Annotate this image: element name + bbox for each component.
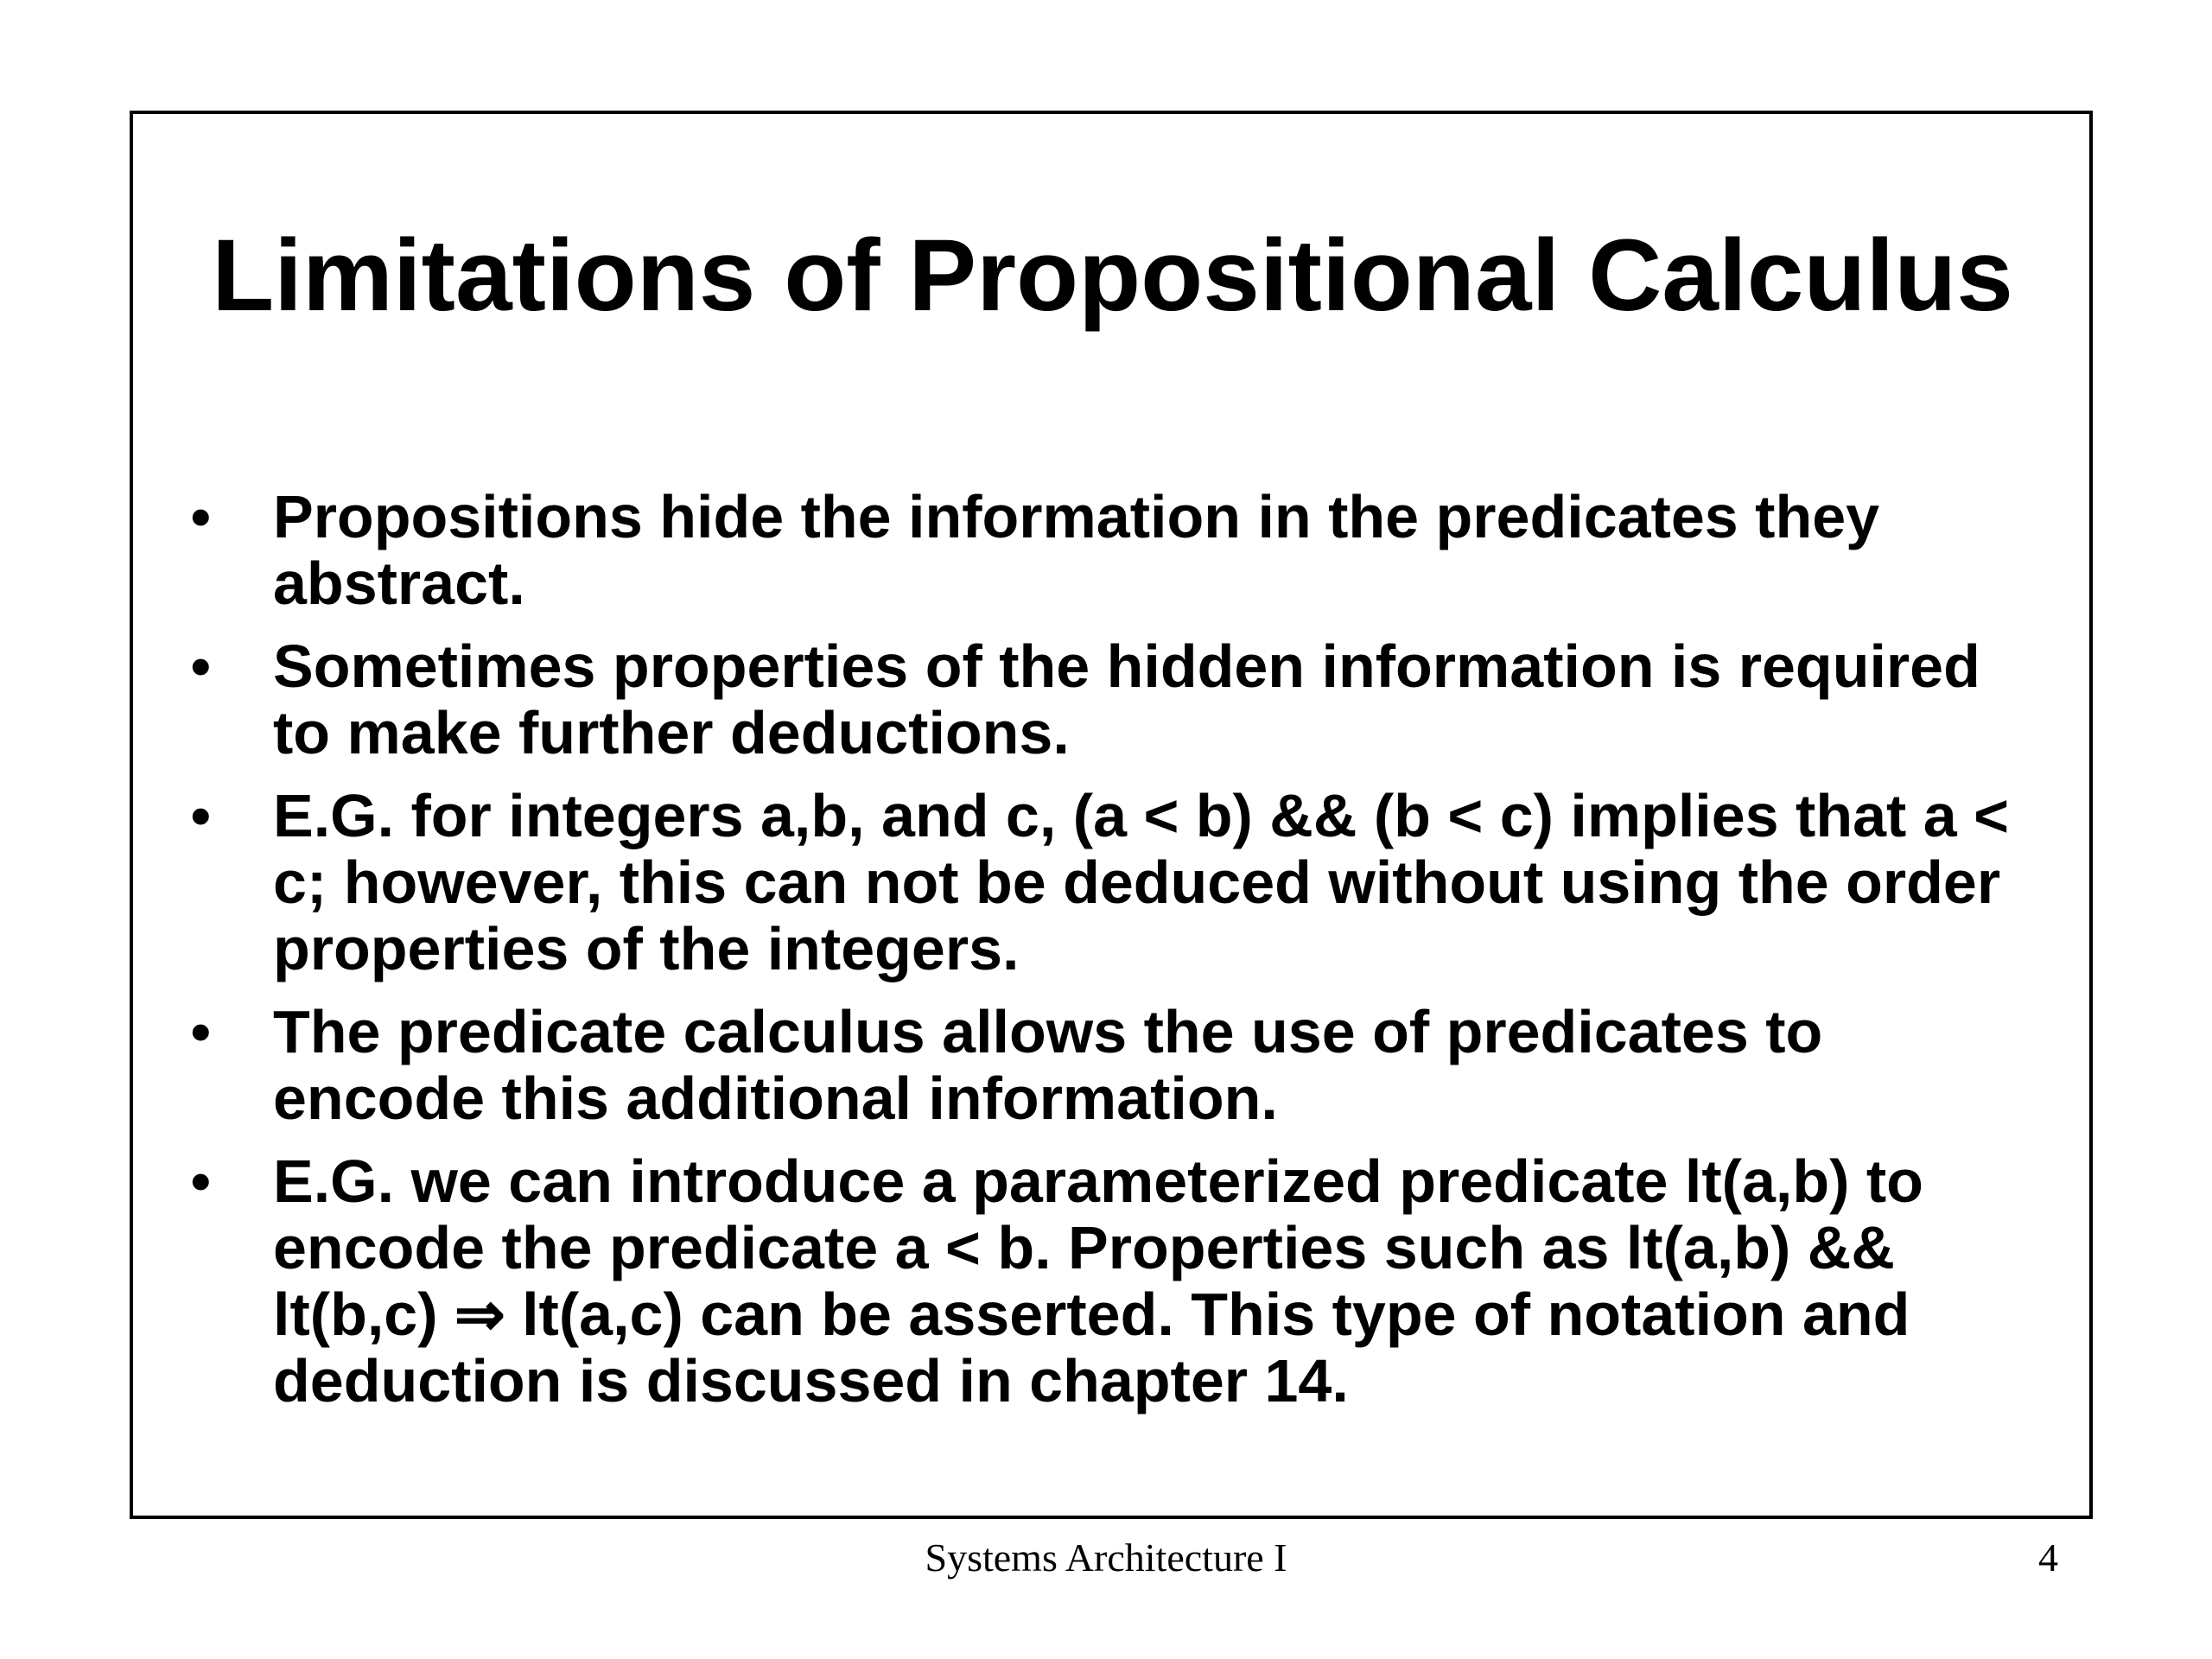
bullet-text: Propositions hide the information in the predicates they abstract.: [273, 483, 1880, 617]
bullet-text: E.G. for integers a,b, and c, (a < b) && (b < c) implies that a < c; however, this can not be deduced without using the order properties of the integers.: [273, 782, 2010, 982]
bullet-marker: •: [190, 1147, 212, 1215]
bullet-text: E.G. we can introduce a parameterized predicate lt(a,b) to encode the predicate a < b. Properties such as lt(a,b) && lt(b,c) ⇒ lt(a,c) can be asserted. This type of notation and deduction is discussed in chapter 14.: [273, 1147, 1923, 1414]
bullet-list: [181, 484, 2039, 1431]
bullet-marker: •: [190, 483, 212, 550]
bullet-item: [181, 783, 2039, 982]
footer-page-number: 4: [2038, 1535, 2058, 1580]
bullet-marker: •: [190, 998, 212, 1065]
bullet-text: The predicate calculus allows the use of predicates to encode this additional information.: [273, 998, 1823, 1132]
bullet-item: [181, 484, 2039, 617]
bullet-item: [181, 633, 2039, 766]
bullet-marker: •: [190, 782, 212, 849]
bullet-marker: •: [190, 632, 212, 700]
bullet-item: [181, 999, 2039, 1132]
bullet-text: Sometimes properties of the hidden information is required to make further deductions.: [273, 632, 1980, 766]
footer-course-title: Systems Architecture I: [925, 1535, 1287, 1580]
bullet-item: [181, 1148, 2039, 1414]
slide-title: Limitations of Propositional Calculus: [212, 219, 2013, 333]
